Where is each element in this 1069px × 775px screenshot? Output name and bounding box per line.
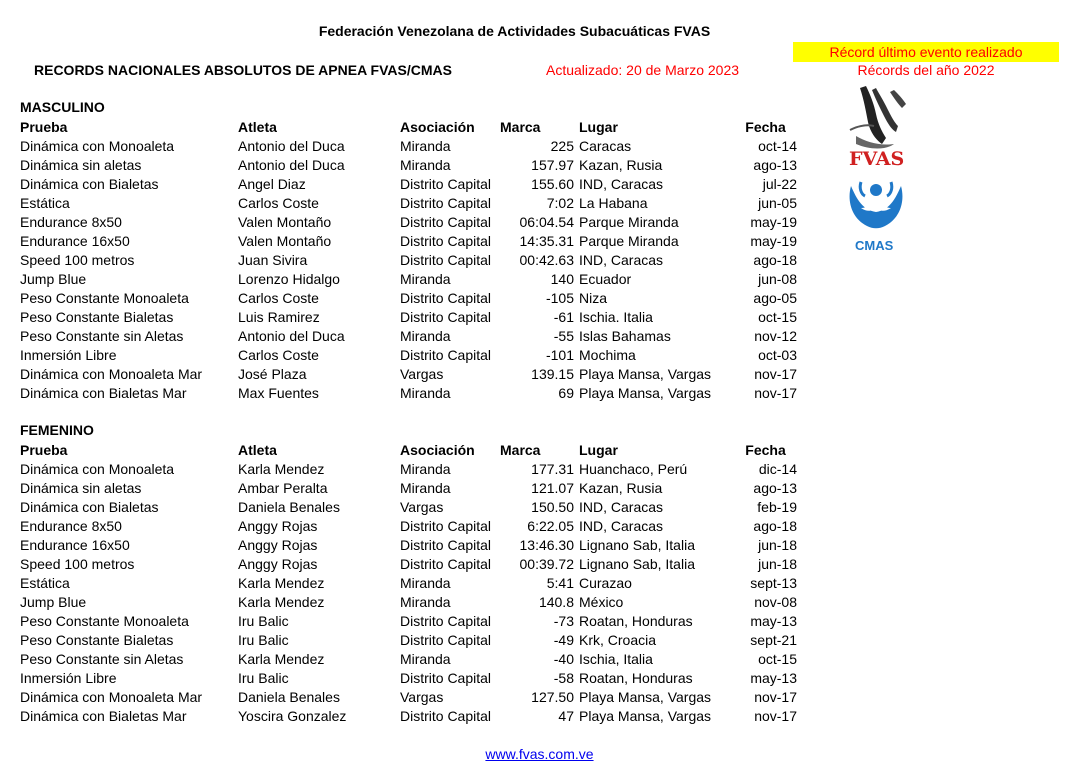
cell-marca: -73 (553, 613, 574, 629)
legend-year: Récords del año 2022 (857, 62, 995, 78)
cell-asociacion: Miranda (400, 594, 451, 610)
cell-asociacion: Distrito Capital (400, 708, 492, 724)
table-row (20, 156, 797, 175)
cell-atleta: Anggy Rojas (238, 518, 318, 534)
table-row (20, 137, 797, 156)
section-title-femenino: FEMENINO (20, 422, 94, 438)
cell-atleta: Antonio del Duca (238, 157, 345, 173)
cell-atleta: Antonio del Duca (238, 138, 345, 154)
col-header-asociacion: Asociación (400, 119, 475, 135)
document-title: Federación Venezolana de Actividades Subacuáticas FVAS (318, 23, 711, 39)
cell-prueba: Estática (20, 575, 70, 591)
cell-prueba: Endurance 16x50 (20, 537, 130, 553)
cell-asociacion: Distrito Capital (400, 290, 492, 306)
cell-fecha: jun-18 (758, 556, 797, 572)
cell-atleta: Carlos Coste (238, 290, 319, 306)
cell-asociacion: Miranda (400, 271, 451, 287)
cell-fecha: ago-18 (753, 518, 797, 534)
cell-fecha: ago-05 (753, 290, 797, 306)
table-row (20, 384, 797, 403)
cell-atleta: Karla Mendez (238, 594, 325, 610)
cell-marca: -101 (545, 347, 574, 363)
table-row (20, 194, 797, 213)
col-header-prueba: Prueba (20, 119, 68, 135)
cell-atleta: Angel Diaz (238, 176, 306, 192)
table-row (20, 346, 797, 365)
cell-atleta: Daniela Benales (238, 689, 340, 705)
cell-asociacion: Miranda (400, 138, 451, 154)
cell-atleta: Daniela Benales (238, 499, 340, 515)
cell-asociacion: Miranda (400, 385, 451, 401)
cell-asociacion: Distrito Capital (400, 309, 492, 325)
cell-lugar: Ischia, Italia (579, 651, 653, 667)
table-row (20, 289, 797, 308)
section-title-masculino: MASCULINO (20, 99, 105, 115)
cell-fecha: jun-18 (758, 537, 797, 553)
cell-marca: 14:35.31 (519, 233, 574, 249)
cell-prueba: Endurance 16x50 (20, 233, 130, 249)
cell-asociacion: Distrito Capital (400, 195, 492, 211)
cell-atleta: Valen Montaño (238, 214, 332, 230)
cell-fecha: nov-17 (754, 385, 797, 401)
table-row (20, 479, 797, 498)
col-header-atleta: Atleta (238, 119, 277, 135)
cell-fecha: nov-17 (754, 689, 797, 705)
cell-marca: -49 (553, 632, 574, 648)
footer (0, 746, 1069, 762)
col-header-fecha: Fecha (745, 119, 786, 135)
cell-asociacion: Miranda (400, 461, 451, 477)
table-row (20, 460, 797, 479)
cell-lugar: IND, Caracas (579, 176, 664, 192)
table-row (20, 517, 797, 536)
col-header-atleta: Atleta (238, 442, 277, 458)
cell-prueba: Endurance 8x50 (20, 214, 122, 230)
cmas-emblem-icon (845, 178, 907, 236)
cell-asociacion: Miranda (400, 651, 451, 667)
table-row (20, 669, 797, 688)
cell-marca: 127.50 (531, 689, 574, 705)
fvas-logo (846, 86, 912, 170)
cell-atleta: Valen Montaño (238, 233, 332, 249)
cell-lugar: IND, Caracas (579, 499, 664, 515)
cell-marca: 225 (550, 138, 574, 154)
table-header-row (20, 118, 797, 137)
cell-marca: 06:04.54 (519, 214, 574, 230)
cell-prueba: Dinámica con Monoaleta (20, 461, 175, 477)
cell-atleta: Karla Mendez (238, 575, 325, 591)
table-row (20, 498, 797, 517)
cell-asociacion: Miranda (400, 328, 451, 344)
cell-lugar: Playa Mansa, Vargas (579, 366, 712, 382)
cell-lugar: Niza (579, 290, 608, 306)
cell-prueba: Dinámica con Bialetas Mar (20, 385, 187, 401)
cell-lugar: Mochima (579, 347, 636, 363)
cell-fecha: nov-17 (754, 366, 797, 382)
col-header-asociacion: Asociación (400, 442, 475, 458)
cell-atleta: Lorenzo Hidalgo (238, 271, 340, 287)
cell-lugar: Islas Bahamas (579, 328, 671, 344)
cell-marca: 00:42.63 (519, 252, 574, 268)
cell-prueba: Peso Constante Bialetas (20, 309, 174, 325)
cell-asociacion: Miranda (400, 157, 451, 173)
table-row (20, 365, 797, 384)
cell-asociacion: Miranda (400, 575, 451, 591)
cell-marca: -105 (545, 290, 574, 306)
cell-marca: 150.50 (531, 499, 574, 515)
table-row (20, 650, 797, 669)
cell-prueba: Dinámica con Bialetas (20, 176, 159, 192)
records-body-femenino (20, 460, 797, 726)
cell-asociacion: Distrito Capital (400, 632, 492, 648)
cell-lugar: Krk, Croacia (579, 632, 657, 648)
cell-prueba: Peso Constante sin Aletas (20, 328, 184, 344)
cell-prueba: Dinámica con Monoaleta Mar (20, 366, 203, 382)
cell-asociacion: Vargas (400, 366, 444, 382)
cell-asociacion: Distrito Capital (400, 518, 492, 534)
cell-fecha: ago-13 (753, 480, 797, 496)
cell-fecha: may-13 (750, 613, 797, 629)
cell-prueba: Peso Constante Bialetas (20, 632, 174, 648)
cell-prueba: Jump Blue (20, 594, 87, 610)
cell-atleta: Yoscira Gonzalez (238, 708, 347, 724)
cell-marca: 00:39.72 (519, 556, 574, 572)
cell-atleta: Anggy Rojas (238, 556, 318, 572)
cell-asociacion: Vargas (400, 689, 444, 705)
cell-asociacion: Distrito Capital (400, 214, 492, 230)
cell-lugar: IND, Caracas (579, 518, 664, 534)
cell-asociacion: Miranda (400, 480, 451, 496)
cell-marca: 7:02 (546, 195, 574, 211)
cell-marca: 69 (558, 385, 574, 401)
cell-fecha: sept-21 (750, 632, 797, 648)
cell-fecha: dic-14 (758, 461, 797, 477)
table-row (20, 707, 797, 726)
table-row (20, 688, 797, 707)
cell-prueba: Inmersión Libre (20, 670, 117, 686)
cell-fecha: sept-13 (750, 575, 797, 591)
cell-fecha: nov-08 (754, 594, 797, 610)
cell-lugar: Caracas (579, 138, 632, 154)
cell-atleta: Anggy Rojas (238, 537, 318, 553)
cell-lugar: La Habana (579, 195, 648, 211)
cell-prueba: Speed 100 metros (20, 252, 135, 268)
cell-prueba: Endurance 8x50 (20, 518, 122, 534)
cell-fecha: ago-18 (753, 252, 797, 268)
cell-fecha: ago-13 (753, 157, 797, 173)
cell-fecha: may-13 (750, 670, 797, 686)
cell-asociacion: Distrito Capital (400, 670, 492, 686)
updated-date: Actualizado: 20 de Marzo 2023 (546, 62, 740, 78)
cell-asociacion: Distrito Capital (400, 537, 492, 553)
cell-lugar: Kazan, Rusia (579, 157, 663, 173)
records-table-masculino (20, 118, 797, 403)
cell-lugar: Kazan, Rusia (579, 480, 663, 496)
cell-lugar: Huanchaco, Perú (579, 461, 688, 477)
cell-marca: 13:46.30 (519, 537, 574, 553)
cell-asociacion: Distrito Capital (400, 176, 492, 192)
cell-prueba: Dinámica con Monoaleta Mar (20, 689, 203, 705)
cell-atleta: Ambar Peralta (238, 480, 328, 496)
cell-marca: 140.8 (538, 594, 574, 610)
cell-prueba: Dinámica con Bialetas Mar (20, 708, 187, 724)
cell-atleta: Antonio del Duca (238, 328, 345, 344)
cell-prueba: Jump Blue (20, 271, 87, 287)
cell-prueba: Dinámica con Bialetas (20, 499, 159, 515)
col-header-lugar: Lugar (579, 442, 618, 458)
cell-marca: 157.97 (531, 157, 574, 173)
col-header-fecha: Fecha (745, 442, 786, 458)
cell-atleta: Juan Sivira (238, 252, 308, 268)
cell-lugar: IND, Caracas (579, 252, 664, 268)
cell-lugar: Parque Miranda (579, 214, 679, 230)
table-row (20, 536, 797, 555)
cell-atleta: Max Fuentes (238, 385, 319, 401)
website-link[interactable]: www.fvas.com.ve (485, 746, 594, 762)
cell-fecha: may-19 (750, 214, 797, 230)
cell-lugar: Roatan, Honduras (579, 613, 693, 629)
cell-prueba: Dinámica con Monoaleta (20, 138, 175, 154)
table-row (20, 175, 797, 194)
table-row (20, 213, 797, 232)
cell-marca: -61 (553, 309, 574, 325)
cell-prueba: Peso Constante Monoaleta (20, 290, 189, 306)
col-header-prueba: Prueba (20, 442, 68, 458)
table-row (20, 574, 797, 593)
cell-fecha: may-19 (750, 233, 797, 249)
document-subtitle: RECORDS NACIONALES ABSOLUTOS DE APNEA FVAS/CMAS (34, 62, 452, 78)
cell-asociacion: Distrito Capital (400, 347, 492, 363)
cell-asociacion: Distrito Capital (400, 556, 492, 572)
table-row (20, 612, 797, 631)
cell-atleta: Karla Mendez (238, 461, 325, 477)
cell-atleta: Karla Mendez (238, 651, 325, 667)
cell-atleta: Carlos Coste (238, 347, 319, 363)
cell-lugar: Playa Mansa, Vargas (579, 689, 712, 705)
cell-prueba: Inmersión Libre (20, 347, 117, 363)
cell-marca: 47 (558, 708, 574, 724)
cmas-logo-text: CMAS (855, 238, 894, 253)
cell-fecha: jul-22 (762, 176, 797, 192)
cell-atleta: Carlos Coste (238, 195, 319, 211)
cell-atleta: Luis Ramirez (238, 309, 320, 325)
cell-atleta: José Plaza (238, 366, 307, 382)
cell-asociacion: Distrito Capital (400, 252, 492, 268)
cell-fecha: nov-12 (754, 328, 797, 344)
cell-marca: -58 (553, 670, 574, 686)
cell-asociacion: Vargas (400, 499, 444, 515)
cell-marca: 6:22.05 (527, 518, 574, 534)
table-row (20, 631, 797, 650)
cell-prueba: Dinámica sin aletas (20, 157, 142, 173)
cell-lugar: Lignano Sab, Italia (579, 556, 695, 572)
cell-fecha: oct-03 (758, 347, 797, 363)
cell-fecha: feb-19 (757, 499, 797, 515)
col-header-marca: Marca (500, 119, 541, 135)
table-row (20, 555, 797, 574)
cell-marca: 139.15 (531, 366, 574, 382)
cell-prueba: Peso Constante Monoaleta (20, 613, 189, 629)
cell-marca: 140 (550, 271, 574, 287)
cell-lugar: Ischia. Italia (579, 309, 653, 325)
legend-last-event: Récord último evento realizado (793, 42, 1059, 62)
cell-atleta: Iru Balic (238, 670, 289, 686)
cell-asociacion: Distrito Capital (400, 233, 492, 249)
cell-lugar: Ecuador (579, 271, 632, 287)
cell-marca: 121.07 (531, 480, 574, 496)
table-header-row (20, 441, 797, 460)
table-row (20, 232, 797, 251)
cell-lugar: Curazao (579, 575, 632, 591)
cell-prueba: Peso Constante sin Aletas (20, 651, 184, 667)
records-table-femenino (20, 441, 797, 726)
table-row (20, 270, 797, 289)
cell-marca: 177.31 (531, 461, 574, 477)
cell-prueba: Estática (20, 195, 70, 211)
cell-fecha: oct-15 (758, 309, 797, 325)
cell-fecha: jun-05 (758, 195, 797, 211)
cell-atleta: Iru Balic (238, 613, 289, 629)
cell-lugar: Parque Miranda (579, 233, 679, 249)
table-row (20, 593, 797, 612)
cell-fecha: jun-08 (758, 271, 797, 287)
cell-marca: -40 (553, 651, 574, 667)
cmas-logo (845, 178, 907, 256)
cell-marca: -55 (553, 328, 574, 344)
table-row (20, 327, 797, 346)
col-header-lugar: Lugar (579, 119, 618, 135)
cell-lugar: Lignano Sab, Italia (579, 537, 695, 553)
cell-lugar: Roatan, Honduras (579, 670, 693, 686)
records-body-masculino (20, 137, 797, 403)
cell-fecha: oct-14 (758, 138, 797, 154)
col-header-marca: Marca (500, 442, 541, 458)
cell-lugar: México (579, 594, 624, 610)
cell-fecha: nov-17 (754, 708, 797, 724)
cell-marca: 155.60 (531, 176, 574, 192)
cell-lugar: Playa Mansa, Vargas (579, 708, 712, 724)
cell-lugar: Playa Mansa, Vargas (579, 385, 712, 401)
table-row (20, 308, 797, 327)
cell-atleta: Iru Balic (238, 632, 289, 648)
cell-fecha: oct-15 (758, 651, 797, 667)
fvas-logo-text: FVAS (849, 148, 905, 170)
cell-marca: 5:41 (546, 575, 574, 591)
table-row (20, 251, 797, 270)
cell-prueba: Speed 100 metros (20, 556, 135, 572)
cell-prueba: Dinámica sin aletas (20, 480, 142, 496)
cell-asociacion: Distrito Capital (400, 613, 492, 629)
